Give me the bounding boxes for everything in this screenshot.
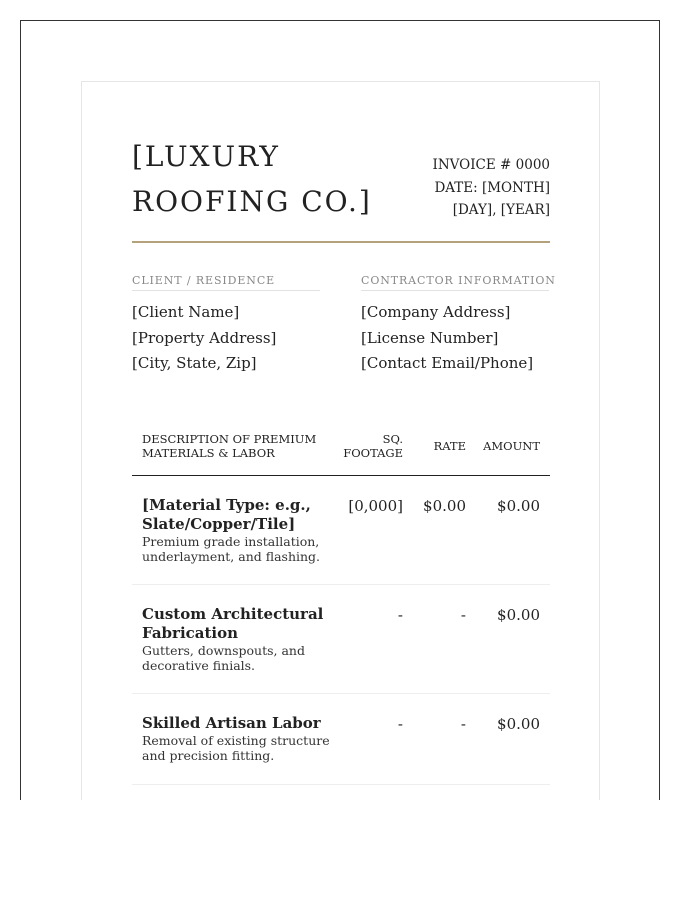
contractor-contact: [Contact Email/Phone] bbox=[361, 354, 534, 372]
table-row bbox=[132, 585, 550, 694]
client-name: [Client Name] bbox=[132, 303, 240, 321]
company-name-line-1: [LUXURY bbox=[132, 140, 280, 173]
invoice-number: INVOICE # 0000 bbox=[432, 157, 550, 173]
table-header bbox=[132, 430, 550, 476]
line-items-table bbox=[132, 430, 550, 785]
contractor-section bbox=[361, 274, 556, 377]
header-description bbox=[142, 432, 322, 460]
contractor-address: [Company Address] bbox=[361, 303, 511, 321]
client-section bbox=[132, 274, 320, 377]
table-row bbox=[132, 694, 550, 785]
item-description: Premium grade installation, underlayment, and flashing. bbox=[142, 534, 321, 564]
item-sq-footage: [0,000] bbox=[348, 497, 403, 515]
contractor-heading: CONTRACTOR INFORMATION bbox=[361, 274, 549, 291]
header-divider bbox=[132, 241, 550, 243]
company-name bbox=[132, 134, 392, 224]
item-description: Removal of existing structure and precision fitting. bbox=[142, 733, 330, 763]
header-sq-footage bbox=[343, 432, 403, 460]
item-amount: $0.00 bbox=[497, 497, 540, 515]
item-amount: $0.00 bbox=[497, 606, 540, 624]
header-description-line-1: DESCRIPTION OF PREMIUM bbox=[142, 432, 317, 446]
table-row bbox=[132, 476, 550, 585]
client-heading: CLIENT / RESIDENCE bbox=[132, 274, 320, 291]
header-description-line-2: MATERIALS & LABOR bbox=[142, 446, 275, 460]
item-title: Custom Architectural Fabrication bbox=[142, 605, 324, 642]
invoice-date-line-1: DATE: [MONTH] bbox=[434, 179, 550, 196]
header-rate: RATE bbox=[433, 439, 466, 453]
item-title: Skilled Artisan Labor bbox=[142, 714, 321, 732]
item-rate: - bbox=[460, 715, 466, 733]
item-sq-footage: - bbox=[397, 606, 403, 624]
contractor-license: [License Number] bbox=[361, 328, 499, 347]
invoice-date-line-2: [DAY], [YEAR] bbox=[452, 202, 550, 218]
invoice-meta bbox=[433, 154, 551, 222]
item-description: Gutters, downspouts, and decorative finials. bbox=[142, 643, 305, 673]
company-name-line-2: ROOFING CO.] bbox=[132, 185, 372, 218]
header-amount: AMOUNT bbox=[483, 439, 540, 453]
item-rate: $0.00 bbox=[423, 497, 466, 515]
header-sq-line-1: SQ. bbox=[382, 432, 403, 446]
item-rate: - bbox=[460, 606, 466, 624]
client-property-address: [Property Address] bbox=[132, 328, 277, 347]
item-amount: $0.00 bbox=[497, 715, 540, 733]
item-sq-footage: - bbox=[397, 715, 403, 733]
item-title: [Material Type: e.g., Slate/Copper/Tile] bbox=[142, 496, 311, 533]
header-sq-line-2: FOOTAGE bbox=[343, 446, 403, 460]
client-city-state-zip: [City, State, Zip] bbox=[132, 354, 257, 372]
